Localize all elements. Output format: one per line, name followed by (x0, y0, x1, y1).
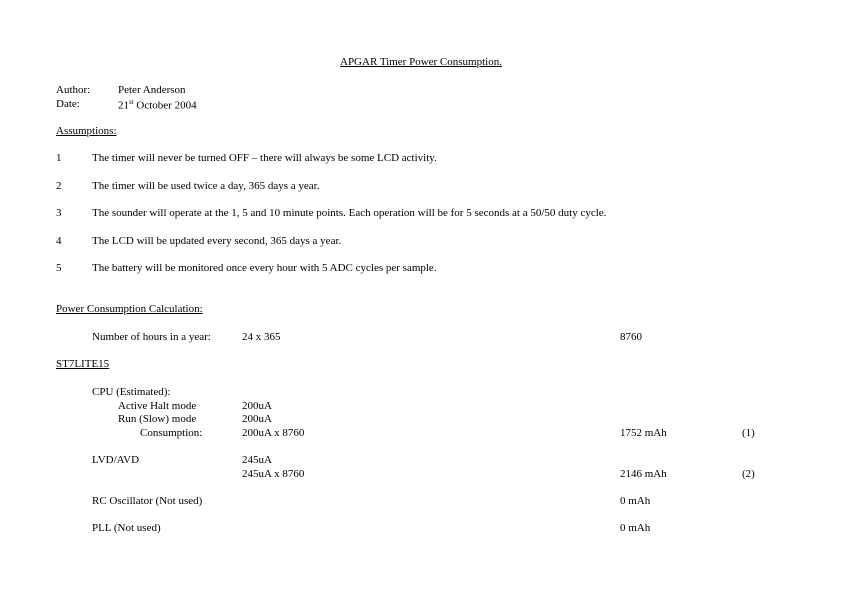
active-halt-label: Active Halt mode (118, 400, 197, 412)
rc-oscillator-label: RC Oscillator (Not used) (92, 495, 203, 507)
hours-row (0, 331, 842, 345)
run-slow-value: 200uA (242, 413, 272, 425)
assumption-text: The battery will be monitored once every hour with 5 ADC cycles per sample. (92, 262, 437, 274)
active-halt-value: 200uA (242, 400, 272, 412)
hours-label: Number of hours in a year: (92, 331, 211, 343)
consumption-ref: (1) (742, 427, 755, 439)
consumption-result: 1752 mAh (620, 427, 667, 439)
st7lite15-heading-row (0, 358, 842, 372)
date-ordinal: st (129, 98, 134, 106)
assumption-text: The timer will never be turned OFF – there will always be some LCD activity. (92, 152, 437, 164)
consumption-formula: 200uA x 8760 (242, 427, 305, 439)
hours-value: 8760 (620, 331, 642, 343)
calculation-heading-row (0, 303, 842, 317)
assumption-item (0, 152, 842, 166)
date-rest: October 2004 (133, 99, 197, 112)
cpu-heading-row (0, 386, 842, 400)
assumption-item (0, 262, 842, 276)
author-value: Peter Anderson (118, 84, 186, 96)
assumption-number: 2 (56, 180, 62, 192)
assumption-number: 4 (56, 235, 62, 247)
date-row (0, 98, 842, 112)
lvd-row (0, 454, 842, 468)
pll-result: 0 mAh (620, 522, 651, 534)
lvd-formula: 245uA x 8760 (242, 468, 305, 480)
rc-oscillator-row (0, 495, 842, 509)
pll-label: PLL (Not used) (92, 522, 161, 534)
assumption-item (0, 235, 842, 249)
assumption-number: 1 (56, 152, 62, 164)
assumption-text: The LCD will be updated every second, 365 days a year. (92, 235, 342, 247)
active-halt-row (0, 400, 842, 414)
lvd-result: 2146 mAh (620, 468, 667, 480)
run-slow-row (0, 413, 842, 427)
author-label: Author: (56, 84, 91, 96)
document-title: APGAR Timer Power Consumption. (340, 56, 502, 68)
date-label: Date: (56, 98, 80, 110)
assumption-number: 5 (56, 262, 62, 274)
assumption-item (0, 207, 842, 221)
lvd-ref: (2) (742, 468, 755, 480)
cpu-heading: CPU (Estimated): (92, 386, 171, 398)
assumption-text: The sounder will operate at the 1, 5 and 10 minute points. Each operation will be for 5 seconds at a 50/50 duty cycle. (92, 207, 607, 219)
pll-row (0, 522, 842, 536)
assumption-text: The timer will be used twice a day, 365 days a year. (92, 180, 320, 192)
consumption-label: Consumption: (140, 427, 203, 439)
date-value (118, 98, 197, 112)
assumptions-heading-row (0, 125, 842, 139)
lvd-label: LVD/AVD (92, 454, 140, 466)
date-day: 21 (118, 99, 129, 112)
run-slow-label: Run (Slow) mode (118, 413, 197, 425)
calculation-heading: Power Consumption Calculation: (56, 303, 203, 315)
consumption-row (0, 427, 842, 441)
st7lite15-heading: ST7LITE15 (56, 358, 110, 370)
author-row (0, 84, 842, 98)
lvd-value: 245uA (242, 454, 272, 466)
rc-oscillator-result: 0 mAh (620, 495, 651, 507)
lvd-calc-row (0, 468, 842, 482)
assumption-item (0, 180, 842, 194)
assumption-number: 3 (56, 207, 62, 219)
assumptions-heading: Assumptions: (56, 125, 117, 137)
hours-formula: 24 x 365 (242, 331, 281, 343)
